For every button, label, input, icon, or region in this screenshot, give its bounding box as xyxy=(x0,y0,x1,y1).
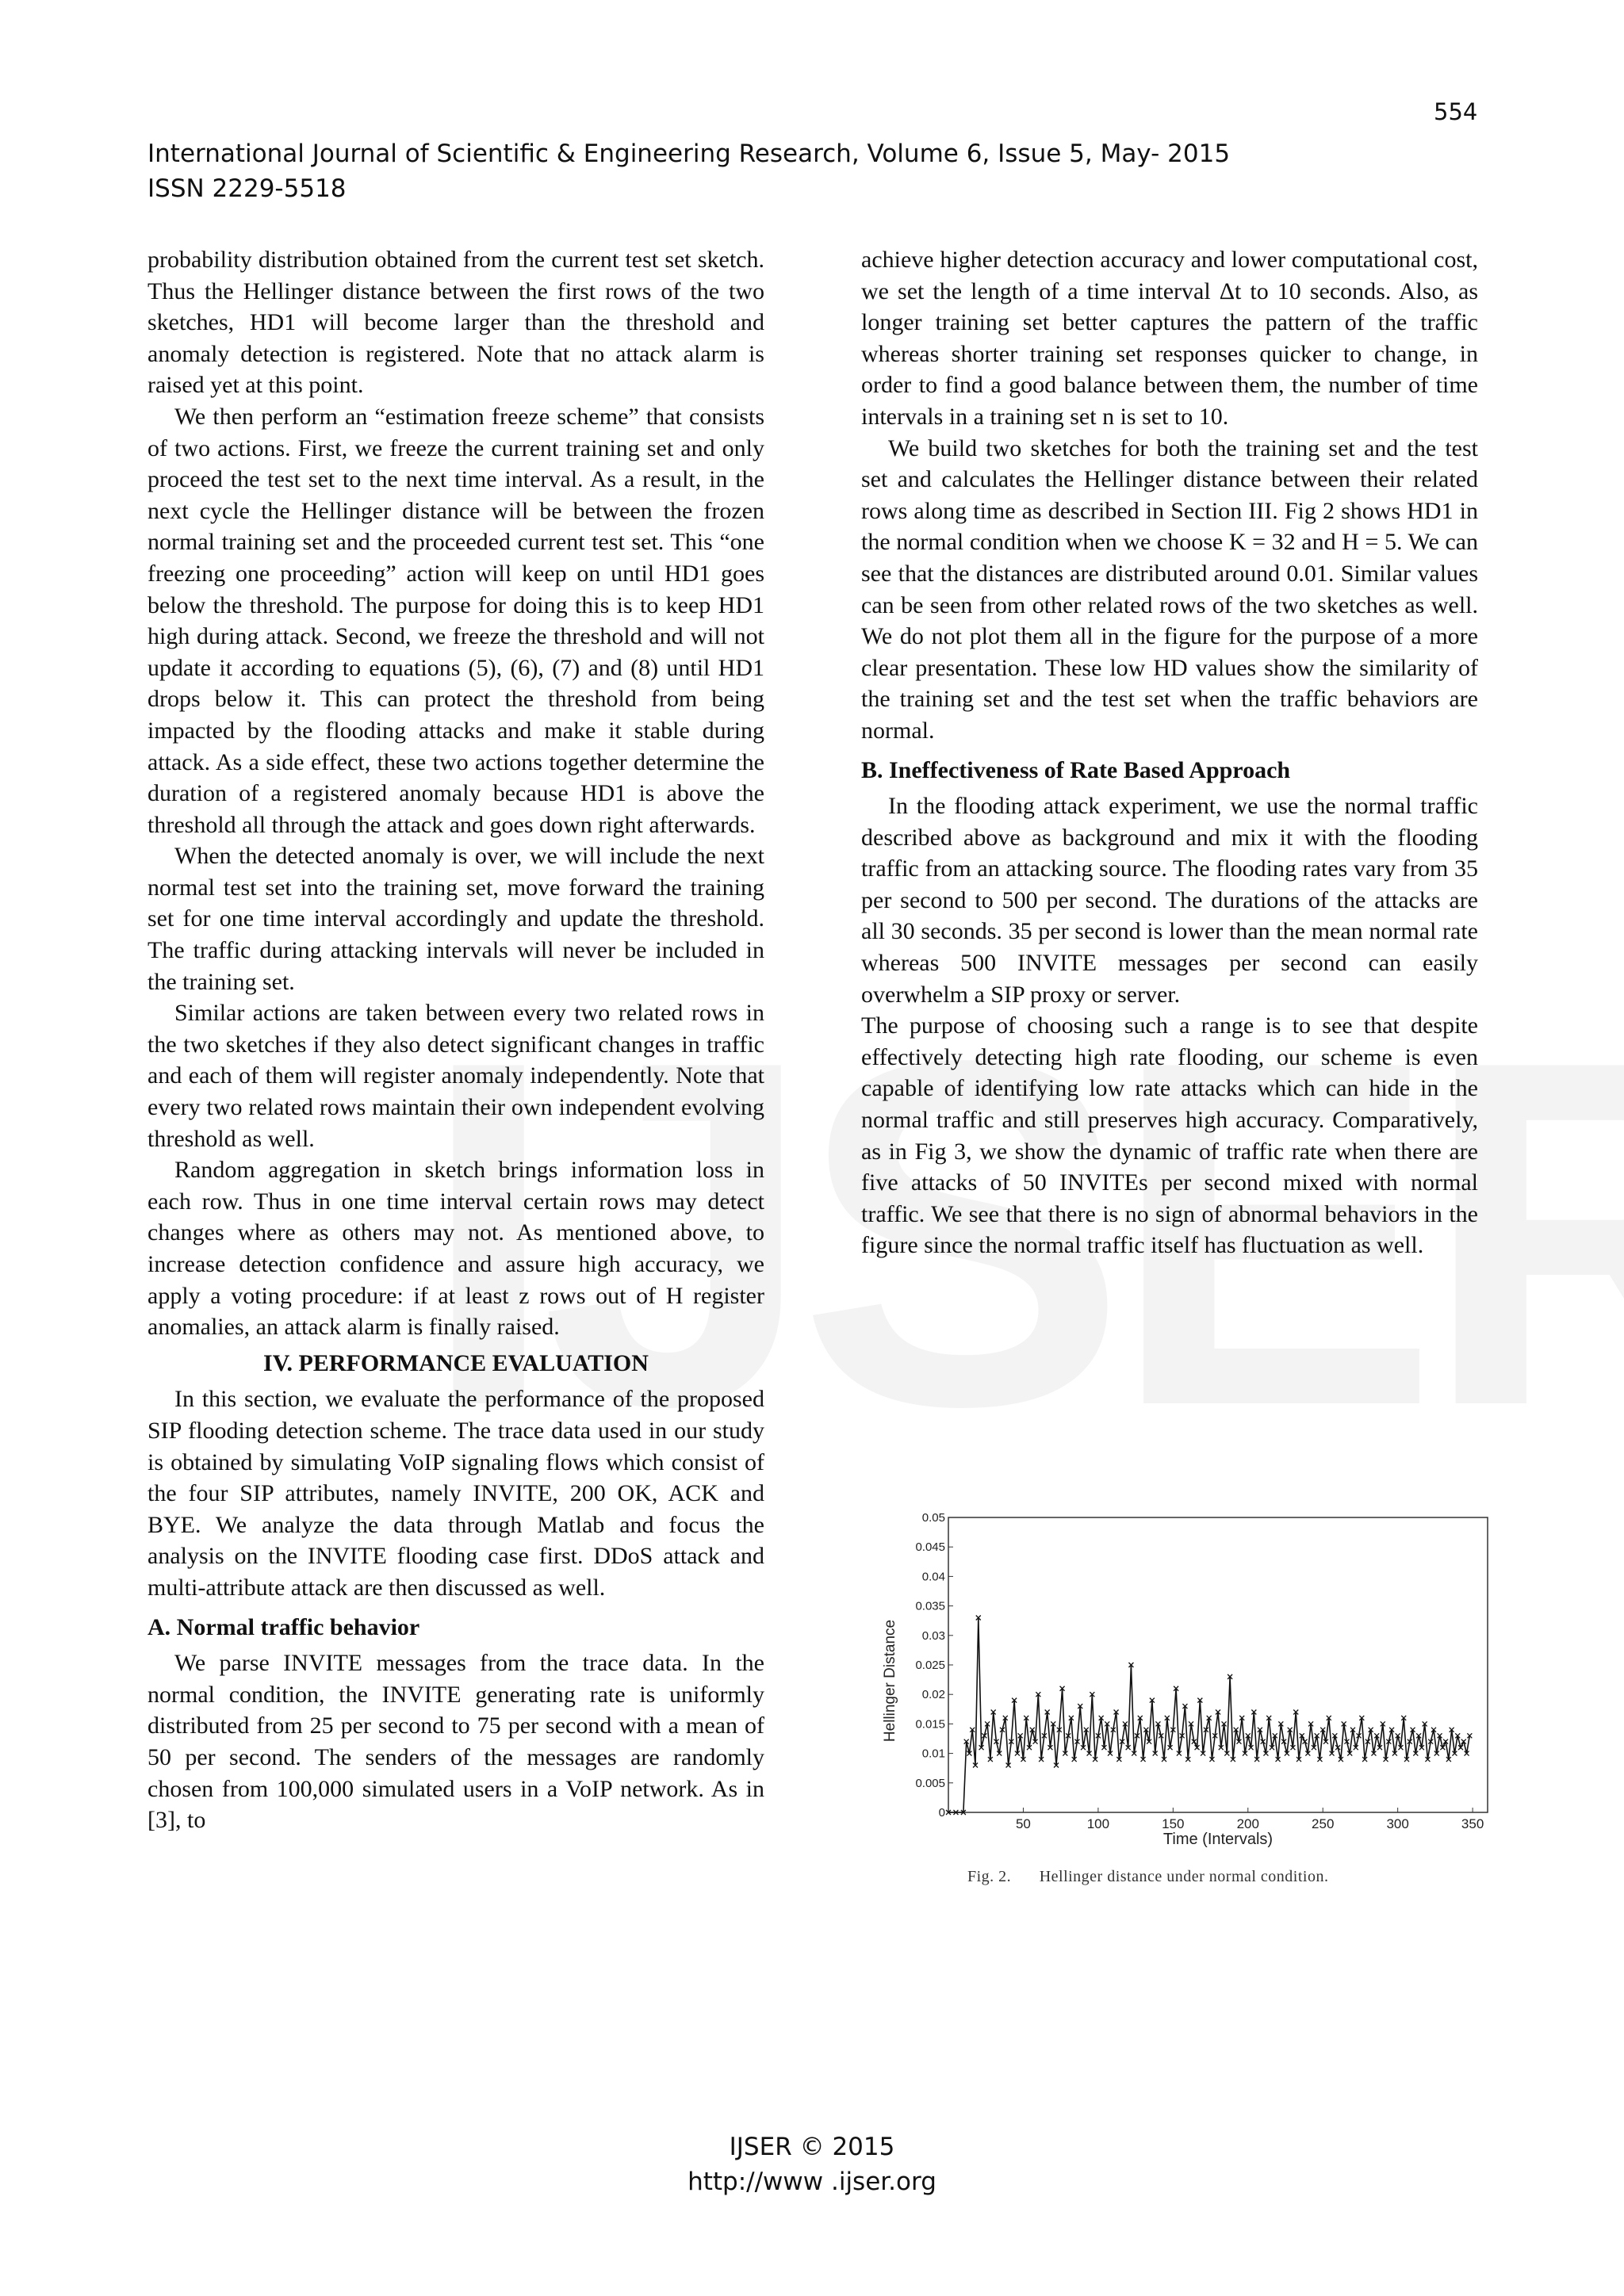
x-tick-label: 150 xyxy=(1162,1816,1185,1831)
plot-frame xyxy=(948,1517,1488,1812)
paragraph: The purpose of choosing such a range is to see that despite effectively detecting high rate flooding, our scheme is even capable of identifying low rate attacks which can hide in the normal traffic and still preserves high accuracy. Comparatively, as in Fig 3, we show the dynamic of traffic rate when there are five attacks of 50 INVITEs per second mixed with normal traffic. We see that there is no sign of abnormal behaviors in the figure since the normal traffic itself has fluctuation as well. xyxy=(861,1012,1478,1259)
x-tick-label: 100 xyxy=(1086,1816,1110,1831)
issn-line: ISSN 2229-5518 xyxy=(147,174,347,203)
paragraph: We then perform an “estimation freeze scheme” that consists of two actions. First, we freeze the current training set and only proceed the test set to the next time interval. As a result, in the next cycle the Hellinger distance will be between the frozen normal training set and the proceeded current test set. This “one freezing one proceeding” action will keep on until HD1 goes below the threshold. The purpose for doing this is to keep HD1 high during attack. Second, we freeze the threshold and will not update it according to equations (5), (6), (7) and (8) until HD1 drops below it. This can protect the threshold from being impacted by the flooding attacks and make it stable during attack. As a side effect, these two actions together determine the duration of a registered anomaly because HD1 is above the threshold all through the attack and goes down right afterwards. xyxy=(147,403,764,838)
footer-url: http://www .ijser.org xyxy=(688,2168,936,2196)
paragraph: We build two sketches for both the training set and the test set and calculates the Hellinger distance between their related rows along time as described in Section III. Fig 2 shows HD1 in the normal condition when we choose K = 32 and H = 5. We can see that the distances are distributed around 0.01. Similar values can be seen from other related rows of the two sketches as well. We do not plot them all in the figure for the purpose of a more clear presentation. These low HD values show the similarity of the training set and the test set when the traffic behaviors are normal. xyxy=(861,434,1478,744)
x-tick-label: 200 xyxy=(1236,1816,1259,1831)
journal-header xyxy=(147,136,1230,206)
paragraph: In the flooding attack experiment, we use the normal traffic described above as background and mix it with the flooding traffic from an attacking source. The flooding rates vary from 35 per second to 500 per second. The durations of the attacks are all 30 seconds. 35 per second is lower than the mean normal rate whereas 500 INVITE messages per second can easily overwhelm a SIP proxy or server. xyxy=(861,793,1478,1008)
x-tick-label: 50 xyxy=(1015,1816,1031,1831)
hellinger-distance-chart xyxy=(861,1506,1496,1887)
paragraph: When the detected anomaly is over, we will include the next normal test set into the training set, move forward the training set for one time interval accordingly and update the threshold. The traffic during attacking intervals will never be included in the training set. xyxy=(147,843,764,995)
figure-caption-text: Hellinger distance under normal condition. xyxy=(1039,1868,1329,1885)
x-axis-label: Time (Intervals) xyxy=(1162,1831,1274,1848)
left-column xyxy=(147,244,764,1836)
y-tick-label: 0.03 xyxy=(921,1628,945,1643)
right-column xyxy=(861,244,1478,1261)
subsection-heading: A. Normal traffic behavior xyxy=(147,1613,420,1640)
figure-caption xyxy=(967,1868,1328,1886)
y-tick-label: 0.02 xyxy=(921,1688,945,1702)
y-axis-label: Hellinger Distance xyxy=(882,1619,898,1743)
y-tick-label: 0.05 xyxy=(921,1511,945,1525)
paragraph: achieve higher detection accuracy and lower computational cost, we set the length of a time interval Δt to 10 seconds. Also, as longer training set better captures the pattern of the traffic whereas shorter training set responses quicker to change, in order to find a good balance between them, the number of time intervals in a training set n is set to 10. xyxy=(861,247,1478,430)
x-tick-label: 250 xyxy=(1312,1816,1335,1831)
x-tick-label: 350 xyxy=(1461,1816,1484,1831)
y-tick-label: 0.005 xyxy=(915,1776,945,1790)
y-tick-label: 0.035 xyxy=(915,1599,945,1613)
page-number: 554 xyxy=(1434,98,1478,125)
y-tick-label: 0.045 xyxy=(915,1540,945,1555)
y-tick-label: 0.01 xyxy=(921,1747,945,1761)
y-tick-label: 0.04 xyxy=(921,1570,945,1584)
journal-title-line: International Journal of Scientific & Engineering Research, Volume 6, Issue 5, May- 2015 xyxy=(147,140,1231,168)
y-tick-label: 0 xyxy=(938,1806,945,1820)
paragraph: We parse INVITE messages from the trace data. In the normal condition, the INVITE generating rate is uniformly distributed from 25 per second to 75 per second with a mean of 50 per second. The senders of the messages are randomly chosen from 100,000 simulated users in a VoIP network. As in [3], to xyxy=(147,1650,764,1834)
y-tick-label: 0.025 xyxy=(915,1659,945,1672)
section-heading: IV. PERFORMANCE EVALUATION xyxy=(263,1349,649,1376)
subsection-heading: B. Ineffectiveness of Rate Based Approach xyxy=(861,756,1291,783)
paragraph: In this section, we evaluate the performance of the proposed SIP flooding detection scheme. The trace data used in our study is obtained by simulating VoIP signaling flows which consist of the four SIP attributes, namely INVITE, 200 OK, ACK and BYE. We analyze the data through Matlab and focus the analysis on the INVITE flooding case first. DDoS attack and multi-attribute attack are then discussed as well. xyxy=(147,1386,764,1601)
x-tick-label: 300 xyxy=(1386,1816,1409,1831)
paragraph: Similar actions are taken between every two related rows in the two sketches if they also detect significant changes in traffic and each of them will register anomaly independently. Note that every two related rows maintain their own independent evolving threshold as well. xyxy=(147,1000,764,1152)
paragraph: probability distribution obtained from the current test set sketch. Thus the Hellinger distance between the first rows of the two sketches, HD1 will become larger than the threshold and anomaly detection is registered. Note that no attack alarm is raised yet at this point. xyxy=(147,247,764,399)
footer-copyright: IJSER © 2015 xyxy=(729,2133,895,2161)
y-tick-label: 0.015 xyxy=(915,1717,945,1732)
paragraph: Random aggregation in sketch brings information loss in each row. Thus in one time interval certain rows may detect changes where as others may not. As mentioned above, to increase detection confidence and assure high accuracy, we apply a voting procedure: if at least z rows out of H register anomalies, an attack alarm is finally raised. xyxy=(147,1157,764,1341)
figure-label: Fig. 2. xyxy=(967,1868,1012,1885)
